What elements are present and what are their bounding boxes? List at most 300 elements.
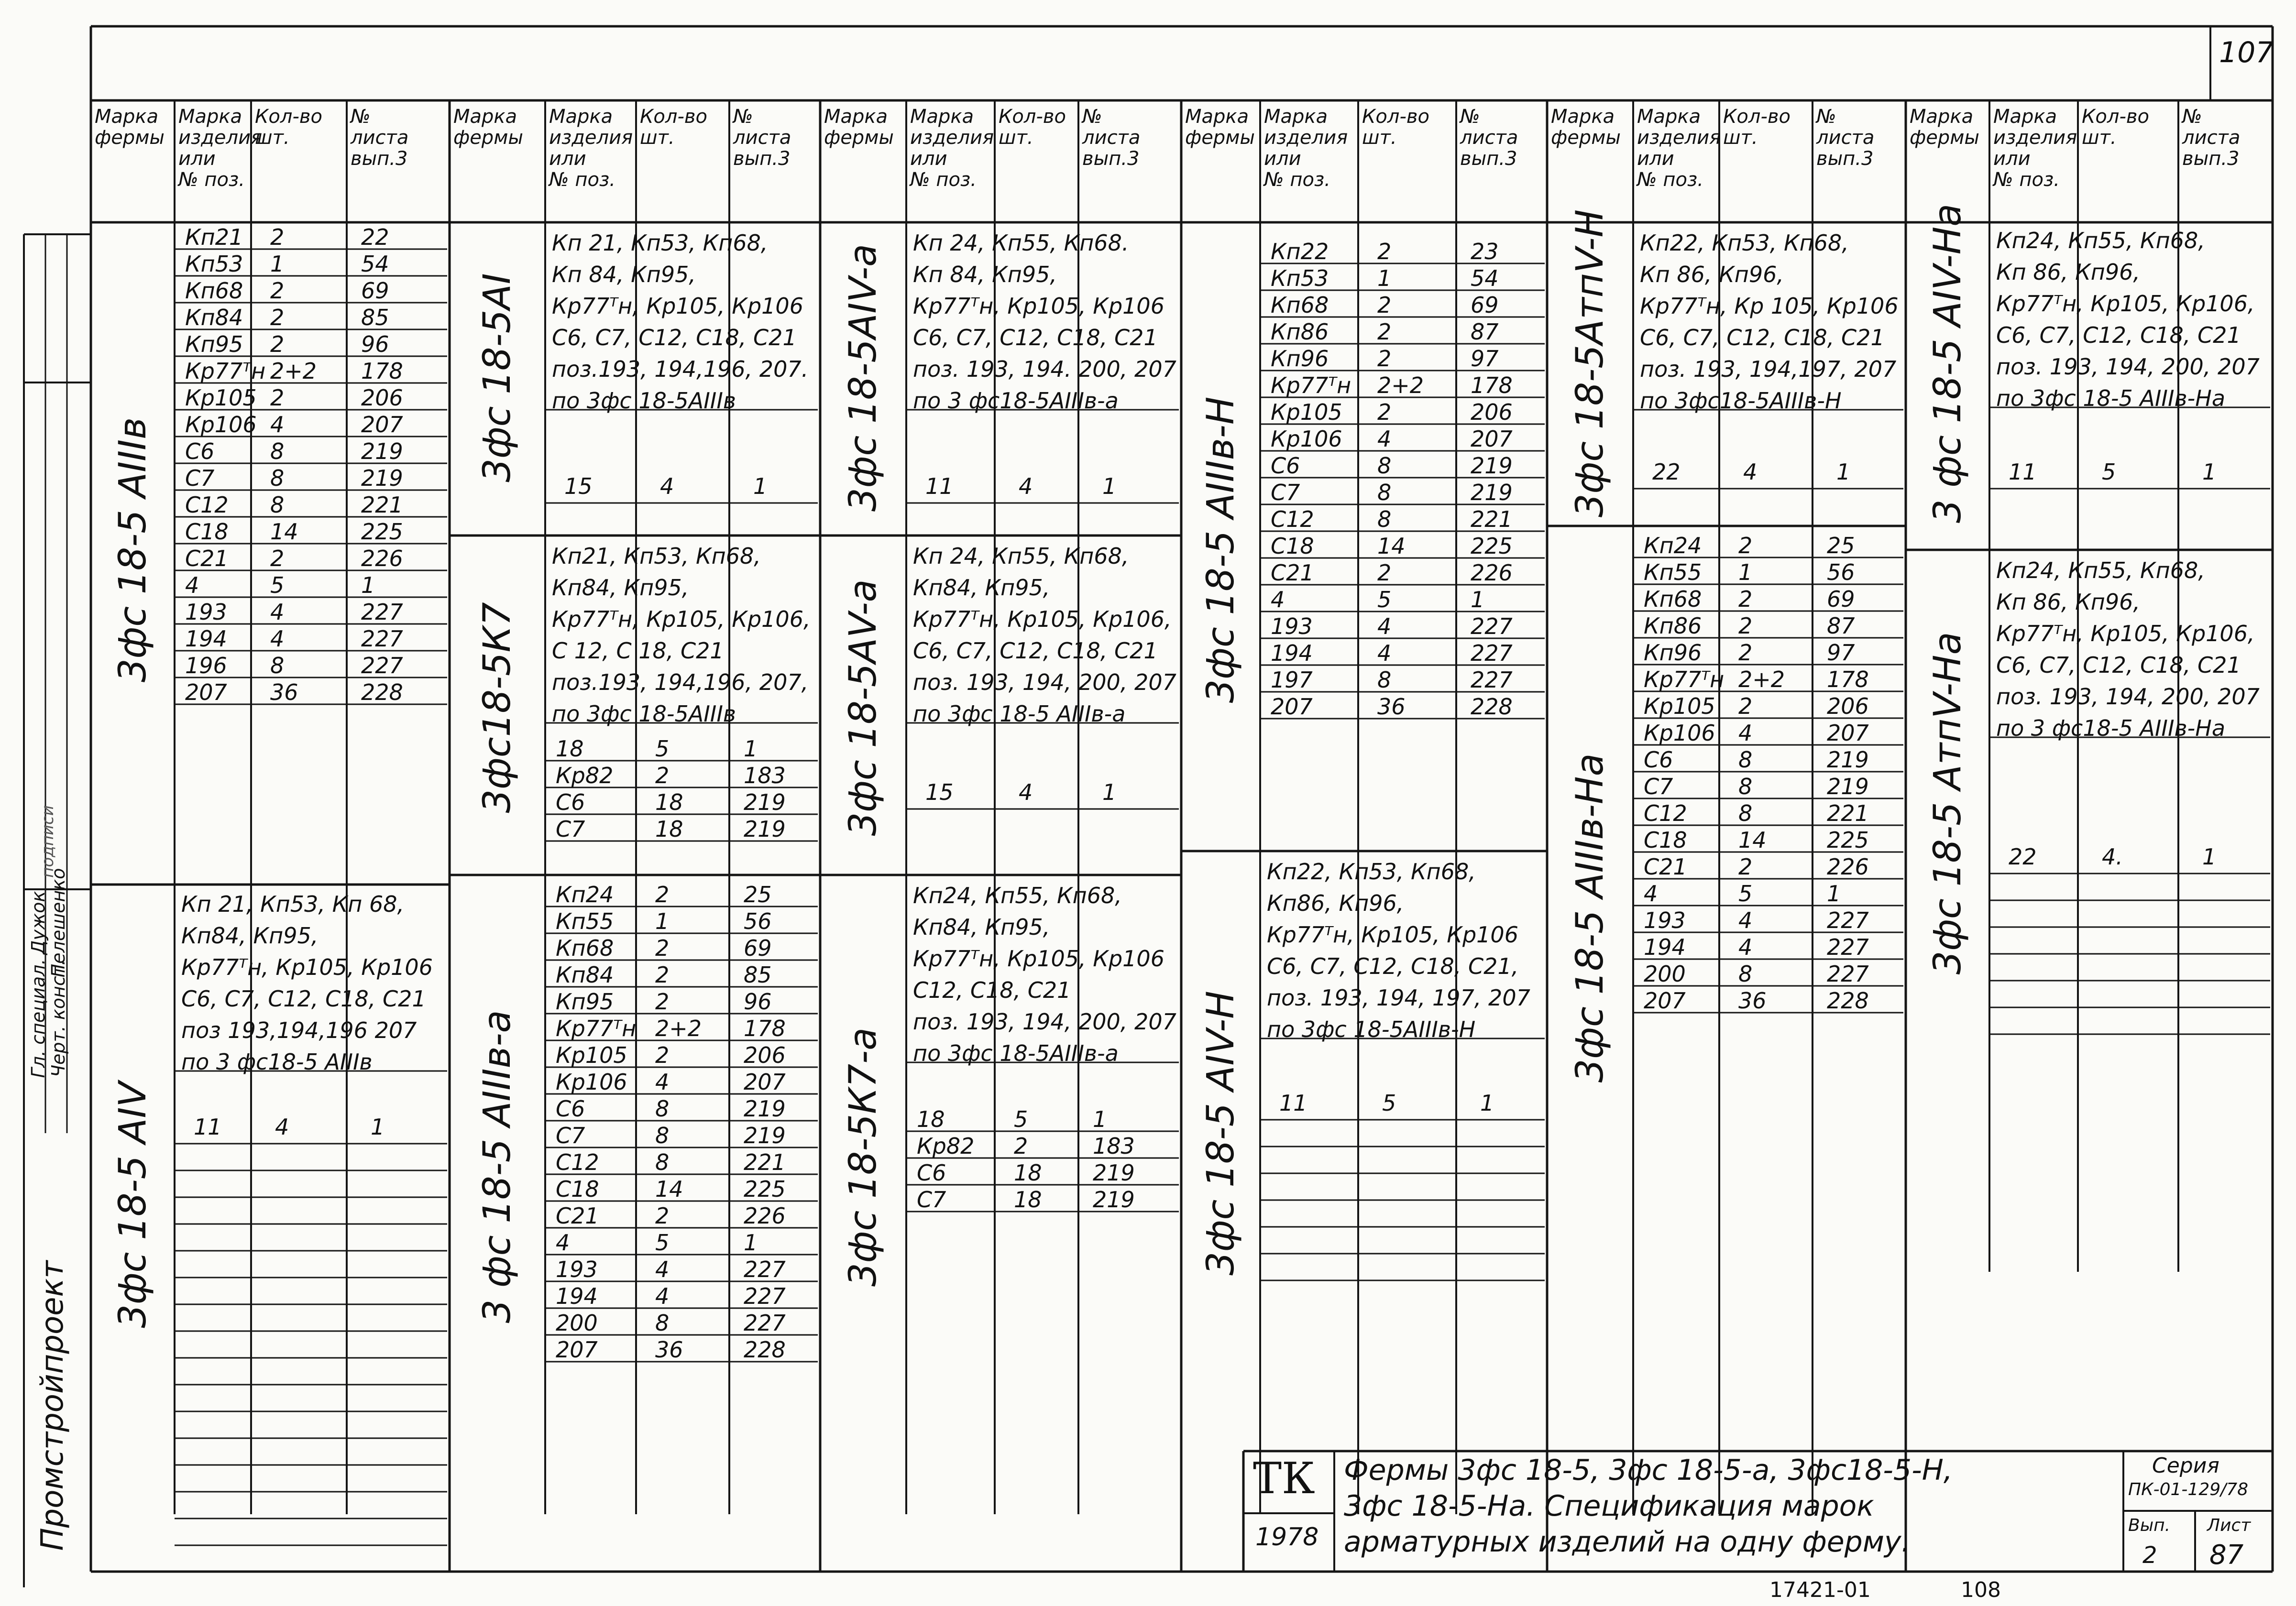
header-item_mark-line: Марка bbox=[1264, 106, 1328, 128]
sheet-cell: 219 bbox=[1827, 774, 1869, 799]
spec-note-line: Кр77ᵀн, Кр 105, Кр106 bbox=[1640, 293, 1899, 319]
spec-note bbox=[913, 227, 1176, 416]
header-item_mark-line: или bbox=[178, 148, 216, 170]
sheet-cell: 206 bbox=[1827, 693, 1869, 719]
header-farm_mark-line: фермы bbox=[1185, 127, 1255, 149]
spec-note-line: по 3 фс18-5 АIIIв-На bbox=[1996, 715, 2226, 741]
item-mark-cell: Кр82 bbox=[917, 1133, 975, 1159]
item-mark-cell: С7 bbox=[185, 465, 215, 491]
sheet-cell: 219 bbox=[1471, 453, 1513, 479]
item-mark-cell: Кп55 bbox=[1644, 559, 1702, 585]
continuation-page: 108 bbox=[1961, 1578, 2001, 1602]
header-qty bbox=[2082, 106, 2149, 148]
item-mark-cell: Кп53 bbox=[1271, 265, 1329, 291]
spec-note-line: поз.193, 194,196, 207, bbox=[552, 669, 809, 695]
item-mark-cell: С21 bbox=[1644, 854, 1687, 880]
qty-cell: 2+2 bbox=[655, 1016, 702, 1041]
item-mark-cell: 193 bbox=[1271, 613, 1313, 639]
qty-cell: 2 bbox=[655, 882, 670, 907]
header-sheet_no bbox=[733, 106, 791, 169]
spec-note-line: С6, С7, С12, С18, С21 bbox=[181, 986, 426, 1012]
sheet-cell: 219 bbox=[744, 1123, 786, 1148]
header-qty-line: Кол-во bbox=[255, 106, 322, 128]
sheet-cell: 227 bbox=[1827, 934, 1869, 960]
series-label: Серия bbox=[2152, 1453, 2219, 1478]
spec-note-line: С12, С18, С21 bbox=[913, 977, 1071, 1003]
header-qty-line: Кол-во bbox=[1362, 106, 1429, 128]
spec-note-line: Кп24, Кп55, Кп68, bbox=[1996, 557, 2205, 583]
qty-cell: 18 bbox=[1014, 1187, 1042, 1213]
sheet-cell: 228 bbox=[361, 679, 403, 705]
item-mark-cell: С18 bbox=[1271, 533, 1314, 559]
farm-mark-label: 3фс 18-5 АIV-Н bbox=[1199, 991, 1242, 1276]
farm-mark-label: 3фс 18-5 АIIIв-Н bbox=[1199, 396, 1242, 703]
item-mark-cell: Кр105 bbox=[1271, 399, 1342, 425]
summary-mark: 15 bbox=[564, 473, 593, 499]
item-mark-cell: С7 bbox=[556, 1123, 585, 1148]
qty-cell: 1 bbox=[655, 908, 670, 934]
qty-cell: 8 bbox=[1738, 961, 1753, 987]
spec-note-line: поз 193,194,196 207 bbox=[181, 1017, 417, 1043]
header-item_mark-line: Марка bbox=[1637, 106, 1701, 128]
spec-note bbox=[1640, 227, 1899, 416]
org-mark: ТК bbox=[1253, 1453, 1315, 1504]
spec-note-line: Кп24, Кп55, Кп68, bbox=[1996, 228, 2205, 253]
header-item_mark-line: изделия bbox=[1993, 127, 2077, 149]
qty-cell: 14 bbox=[270, 519, 298, 545]
header-sheet_no-line: листа bbox=[1460, 127, 1518, 149]
item-mark-cell: Кп68 bbox=[185, 278, 243, 304]
summary-sheet: 1 bbox=[1102, 779, 1117, 805]
item-mark-cell: С18 bbox=[185, 519, 229, 545]
farm-mark-label: 3фс 18-5К7-а bbox=[842, 1027, 885, 1287]
spec-note-line: поз. 193, 194, 197, 207 bbox=[1267, 985, 1530, 1011]
item-mark-cell: С18 bbox=[556, 1176, 599, 1202]
summary-sheet: 1 bbox=[371, 1114, 385, 1140]
qty-cell: 4 bbox=[1377, 426, 1392, 452]
qty-cell: 8 bbox=[655, 1096, 670, 1122]
qty-cell: 1 bbox=[270, 251, 285, 277]
item-mark-cell: С21 bbox=[1271, 560, 1314, 586]
year: 1978 bbox=[1255, 1523, 1319, 1551]
header-farm_mark-line: фермы bbox=[453, 127, 523, 149]
header-sheet_no bbox=[2182, 106, 2240, 169]
spec-note-line: С6, С7, С12, С18, С21 bbox=[1996, 652, 2241, 678]
qty-cell: 4 bbox=[270, 626, 285, 652]
spec-note-line: Кп24, Кп55, Кп68, bbox=[913, 883, 1122, 908]
sheet-cell: 227 bbox=[361, 626, 403, 652]
item-mark-cell: 18 bbox=[556, 736, 584, 762]
spec-note-line: Кп21, Кп53, Кп68, bbox=[552, 543, 761, 569]
header-farm_mark-line: Марка bbox=[1910, 106, 1974, 128]
qty-cell: 8 bbox=[655, 1310, 670, 1336]
sheet-cell: 56 bbox=[744, 908, 772, 934]
item-mark-cell: С12 bbox=[1644, 800, 1687, 826]
header-sheet_no bbox=[1082, 106, 1140, 169]
item-mark-cell: Кп68 bbox=[1644, 586, 1702, 612]
qty-cell: 36 bbox=[270, 679, 298, 705]
item-mark-cell: Кр82 bbox=[556, 763, 614, 788]
item-mark-cell: С12 bbox=[1271, 506, 1314, 532]
sheet-cell: 1 bbox=[744, 736, 758, 762]
summary-sheet: 1 bbox=[753, 473, 768, 499]
spec-note-line: Кп 86, Кп96, bbox=[1640, 262, 1784, 287]
sheet-cell: 226 bbox=[744, 1203, 786, 1229]
summary-mark: 11 bbox=[2009, 459, 2037, 485]
item-mark-cell: Кр106 bbox=[1271, 426, 1342, 452]
spec-note-line: поз. 193, 194, 200, 207 bbox=[1996, 354, 2260, 380]
header-item_mark-line: изделия bbox=[1637, 127, 1721, 149]
name-peleshenko: Пелешенко bbox=[48, 868, 69, 978]
qty-cell: 2 bbox=[1738, 586, 1753, 612]
sheet-cell: 85 bbox=[361, 305, 389, 330]
spec-note-line: Кр77ᵀн, Кр105, Кр106 bbox=[181, 954, 433, 980]
header-sheet_no-line: № bbox=[2182, 106, 2202, 128]
sheet-cell: 219 bbox=[744, 1096, 786, 1122]
sheet-cell: 97 bbox=[1471, 346, 1499, 371]
qty-cell: 2 bbox=[1377, 346, 1392, 371]
spec-note-line: Кп 21, Кп53, Кп68, bbox=[552, 230, 768, 256]
sheet-cell: 227 bbox=[744, 1310, 786, 1336]
sheet-cell: 1 bbox=[361, 572, 375, 598]
summary-qty: 4 bbox=[1743, 459, 1758, 485]
spec-note-line: по 3 фс18-5АIIIв-а bbox=[913, 388, 1119, 414]
qty-cell: 2+2 bbox=[1377, 372, 1424, 398]
item-mark-cell: Кп24 bbox=[1644, 533, 1702, 558]
header-qty-line: шт. bbox=[1723, 127, 1758, 149]
summary-qty: 4. bbox=[2102, 844, 2123, 870]
summary-mark: 15 bbox=[925, 779, 954, 805]
item-mark-cell: 194 bbox=[1644, 934, 1686, 960]
spec-note-line: по 3фс 18-5АIIIв bbox=[552, 388, 736, 414]
summary-sheet: 1 bbox=[1102, 473, 1117, 499]
sheet-cell: 178 bbox=[361, 358, 403, 384]
sheet-cell: 1 bbox=[1093, 1106, 1107, 1132]
sheet-cell: 227 bbox=[744, 1256, 786, 1282]
header-item_mark bbox=[1993, 106, 2077, 190]
sheet-cell: 225 bbox=[361, 519, 403, 545]
sheet-cell: 178 bbox=[1827, 666, 1869, 692]
qty-cell: 2+2 bbox=[1738, 666, 1785, 692]
item-mark-cell: Кр77ᵀн bbox=[556, 1016, 637, 1041]
farm-mark-label: 3фс 18-5 АIV bbox=[111, 1082, 154, 1328]
qty-cell: 8 bbox=[1738, 774, 1753, 799]
item-mark-cell: С6 bbox=[917, 1160, 946, 1186]
qty-cell: 5 bbox=[1738, 881, 1753, 907]
sheet-cell: 221 bbox=[1471, 506, 1513, 532]
header-qty-line: шт. bbox=[255, 127, 290, 149]
farm-mark-label: 3 фс 18-5 АIIIв-а bbox=[476, 1010, 519, 1323]
header-item_mark bbox=[1264, 106, 1348, 190]
header-qty-line: шт. bbox=[1362, 127, 1397, 149]
spec-note-line: С6, С7, С12, С18, С21 bbox=[913, 638, 1158, 664]
header-qty-line: Кол-во bbox=[999, 106, 1066, 128]
header-qty-line: Кол-во bbox=[2082, 106, 2149, 128]
qty-cell: 2 bbox=[270, 224, 285, 250]
item-mark-cell: Кп84 bbox=[185, 305, 243, 330]
header-farm_mark-line: Марка bbox=[824, 106, 888, 128]
qty-cell: 8 bbox=[655, 1149, 670, 1175]
sheet-cell: 23 bbox=[1471, 239, 1499, 264]
header-farm_mark-line: Марка bbox=[1185, 106, 1249, 128]
header-sheet_no-line: листа bbox=[351, 127, 409, 149]
item-mark-cell: С12 bbox=[185, 492, 229, 518]
header-item_mark bbox=[910, 106, 994, 190]
spec-note-line: Кп84, Кп95, bbox=[913, 914, 1050, 940]
spec-note-line: С 12, С 18, С21 bbox=[552, 638, 724, 664]
spec-note bbox=[1996, 555, 2260, 744]
qty-cell: 2 bbox=[655, 763, 670, 788]
spec-note-line: поз. 193, 194. 200, 207 bbox=[913, 356, 1176, 382]
qty-cell: 4 bbox=[655, 1256, 670, 1282]
spec-note-line: Кр77ᵀн, Кр105, Кр106 bbox=[1267, 922, 1518, 948]
qty-cell: 4 bbox=[1377, 640, 1392, 666]
sheet-cell: 69 bbox=[1471, 292, 1499, 318]
title-line-2: 3фс 18-5-На. Спецификация марок bbox=[1344, 1489, 1874, 1523]
sheet-cell: 226 bbox=[1827, 854, 1869, 880]
header-sheet_no-line: вып.3 bbox=[351, 148, 408, 170]
header-farm_mark-line: Марка bbox=[1551, 106, 1615, 128]
spec-note-line: Кп22, Кп53, Кп68, bbox=[1640, 230, 1849, 256]
summary-qty: 4 bbox=[1019, 779, 1033, 805]
qty-cell: 14 bbox=[1377, 533, 1406, 559]
spec-note-line: Кп22, Кп53, Кп68, bbox=[1267, 859, 1476, 885]
summary-sheet: 1 bbox=[1836, 459, 1851, 485]
header-item_mark bbox=[178, 106, 262, 190]
spec-note bbox=[552, 540, 811, 730]
qty-cell: 2 bbox=[655, 962, 670, 988]
page-number: 107 bbox=[2219, 36, 2274, 69]
header-farm_mark bbox=[453, 106, 523, 148]
sheet-cell: 219 bbox=[744, 789, 786, 815]
qty-cell: 4 bbox=[270, 412, 285, 437]
qty-cell: 2 bbox=[1738, 693, 1753, 719]
sheet-cell: 206 bbox=[744, 1042, 786, 1068]
item-mark-cell: 194 bbox=[1271, 640, 1313, 666]
item-mark-cell: 197 bbox=[1271, 667, 1313, 693]
sheet-cell: 227 bbox=[1471, 640, 1513, 666]
item-mark-cell: Кп68 bbox=[1271, 292, 1329, 318]
sheet-cell: 207 bbox=[1471, 426, 1513, 452]
spec-note-line: С6, С7, С12, С18, С21 bbox=[1996, 322, 2241, 348]
header-item_mark-line: или bbox=[549, 148, 586, 170]
sheet-cell: 225 bbox=[1827, 827, 1869, 853]
spec-note-line: по 3фс 18-5 АIIIв-а bbox=[913, 701, 1126, 727]
spec-note-line: Кр77ᵀн, Кр105, Кр106 bbox=[913, 293, 1164, 319]
spec-note bbox=[1267, 856, 1530, 1045]
qty-cell: 2 bbox=[270, 331, 285, 357]
spec-note-line: по 3фс 18-5АIIIв-Н bbox=[1267, 1016, 1476, 1042]
sheet-cell: 219 bbox=[1093, 1187, 1135, 1213]
sheet-cell: 22 bbox=[361, 224, 389, 250]
item-mark-cell: 4 bbox=[185, 572, 199, 598]
header-farm_mark-line: Марка bbox=[95, 106, 159, 128]
item-mark-cell: С6 bbox=[185, 438, 215, 464]
spec-note-line: поз. 193, 194, 200, 207 bbox=[913, 669, 1176, 695]
item-mark-cell: Кп22 bbox=[1271, 239, 1329, 264]
header-item_mark-line: или bbox=[910, 148, 947, 170]
sheet-cell: 54 bbox=[1471, 265, 1499, 291]
qty-cell: 8 bbox=[1738, 747, 1753, 773]
item-mark-cell: 193 bbox=[556, 1256, 598, 1282]
summary-qty: 4 bbox=[660, 473, 674, 499]
qty-cell: 2 bbox=[1738, 854, 1753, 880]
qty-cell: 18 bbox=[655, 789, 683, 815]
header-item_mark-line: изделия bbox=[549, 127, 633, 149]
sheet-cell: 206 bbox=[1471, 399, 1513, 425]
sheet-cell: 96 bbox=[361, 331, 389, 357]
header-sheet_no-line: вып.3 bbox=[1082, 148, 1140, 170]
qty-cell: 2 bbox=[1738, 640, 1753, 666]
qty-cell: 2 bbox=[655, 1042, 670, 1068]
header-item_mark-line: № поз. bbox=[549, 169, 615, 191]
item-mark-cell: 4 bbox=[1271, 587, 1285, 612]
qty-cell: 4 bbox=[655, 1069, 670, 1095]
role-drafter: Черт. конст. bbox=[48, 960, 69, 1077]
item-mark-cell: Кр106 bbox=[556, 1069, 627, 1095]
sheet-cell: 228 bbox=[1471, 694, 1513, 720]
qty-cell: 36 bbox=[1377, 694, 1406, 720]
header-sheet_no-line: листа bbox=[2182, 127, 2241, 149]
item-mark-cell: 193 bbox=[185, 599, 227, 625]
sheet-cell: 227 bbox=[744, 1283, 786, 1309]
spec-note bbox=[552, 227, 808, 416]
header-qty-line: шт. bbox=[640, 127, 675, 149]
sheet-cell: 226 bbox=[1471, 560, 1513, 586]
header-farm_mark-line: фермы bbox=[1910, 127, 1979, 149]
header-item_mark-line: или bbox=[1264, 148, 1301, 170]
spec-note-line: Кп 86, Кп96, bbox=[1996, 589, 2141, 615]
header-sheet_no-line: листа bbox=[733, 127, 791, 149]
item-mark-cell: 207 bbox=[1644, 988, 1686, 1014]
header-qty-line: шт. bbox=[999, 127, 1033, 149]
item-mark-cell: Кп21 bbox=[185, 224, 243, 250]
item-mark-cell: С7 bbox=[1271, 480, 1300, 505]
qty-cell: 2+2 bbox=[270, 358, 317, 384]
header-farm_mark-line: фермы bbox=[1551, 127, 1621, 149]
sheet-cell: 69 bbox=[361, 278, 389, 304]
qty-cell: 8 bbox=[1377, 453, 1392, 479]
summary-sheet: 1 bbox=[2202, 844, 2217, 870]
qty-cell: 2 bbox=[1377, 292, 1392, 318]
spec-note-line: Кп84, Кп95, bbox=[181, 923, 319, 949]
summary-qty: 5 bbox=[1382, 1090, 1396, 1116]
header-item_mark-line: изделия bbox=[178, 127, 263, 149]
item-mark-cell: Кр106 bbox=[185, 412, 257, 437]
sheet-cell: 228 bbox=[1827, 988, 1869, 1014]
header-sheet_no-line: вып.3 bbox=[1816, 148, 1874, 170]
sheet-cell: 56 bbox=[1827, 559, 1855, 585]
item-mark-cell: Кп68 bbox=[556, 935, 614, 961]
spec-note-line: С6, С7, С12, С18, С21 bbox=[552, 325, 797, 350]
sheet-cell: 221 bbox=[361, 492, 403, 518]
spec-note-line: по 3фс 18-5АIIIв-а bbox=[913, 1040, 1119, 1066]
item-mark-cell: С7 bbox=[556, 816, 585, 842]
qty-cell: 1 bbox=[1738, 559, 1753, 585]
qty-cell: 2 bbox=[655, 935, 670, 961]
header-item_mark bbox=[549, 106, 633, 190]
sheet-cell: 69 bbox=[744, 935, 772, 961]
sheet-cell: 227 bbox=[1827, 961, 1869, 987]
header-sheet_no-line: № bbox=[1816, 106, 1836, 128]
header-sheet_no-line: вып.3 bbox=[1460, 148, 1517, 170]
qty-cell: 2 bbox=[270, 546, 285, 571]
item-mark-cell: С7 bbox=[917, 1187, 946, 1213]
summary-mark: 11 bbox=[194, 1114, 222, 1140]
spec-note-line: Кп 24, Кп55, Кп68. bbox=[913, 230, 1129, 256]
sheet-cell: 85 bbox=[744, 962, 772, 988]
qty-cell: 5 bbox=[655, 736, 670, 762]
item-mark-cell: 4 bbox=[1644, 881, 1658, 907]
spec-note-line: Кп86, Кп96, bbox=[1267, 890, 1404, 916]
sheet-cell: 25 bbox=[744, 882, 772, 907]
farm-mark-label: 3фс 18-5 АIIIв-На bbox=[1569, 753, 1612, 1083]
qty-cell: 2 bbox=[1738, 613, 1753, 639]
role-chief: Гл. специал. bbox=[28, 959, 49, 1078]
summary-mark: 22 bbox=[2009, 844, 2037, 870]
header-sheet_no bbox=[1816, 106, 1874, 169]
qty-cell: 36 bbox=[1738, 988, 1767, 1014]
sheet-cell: 69 bbox=[1827, 586, 1855, 612]
spec-note-line: С6, С7, С12, С18, С21 bbox=[1640, 325, 1885, 350]
spec-note-line: по 3 фс18-5 АIIIв bbox=[181, 1049, 373, 1075]
item-mark-cell: 207 bbox=[556, 1337, 598, 1363]
inventory-number: 17421-01 bbox=[1769, 1578, 1871, 1602]
spec-note-line: по 3фс 18-5 АIIIв-На bbox=[1996, 385, 2226, 411]
sheet-cell: 207 bbox=[744, 1069, 786, 1095]
sheet-cell: 219 bbox=[1827, 747, 1869, 773]
sheet-cell: 178 bbox=[1471, 372, 1513, 398]
qty-cell: 2 bbox=[1377, 319, 1392, 345]
sheet-cell: 219 bbox=[1093, 1160, 1135, 1186]
name-dujok: Дужок bbox=[28, 891, 49, 955]
item-mark-cell: 4 bbox=[556, 1230, 570, 1256]
spec-note-line: Кр77ᵀн, Кр105, Кр106, bbox=[1996, 621, 2255, 646]
item-mark-cell: Кп96 bbox=[1271, 346, 1329, 371]
item-mark-cell: С12 bbox=[556, 1149, 599, 1175]
item-mark-cell: Кр106 bbox=[1644, 720, 1715, 746]
sheet-cell: 97 bbox=[1827, 640, 1855, 666]
sheet-cell: 183 bbox=[744, 763, 786, 788]
item-mark-cell: Кп53 bbox=[185, 251, 243, 277]
spec-note-line: Кп 84, Кп95, bbox=[913, 262, 1057, 287]
sheet-cell: 225 bbox=[744, 1176, 786, 1202]
qty-cell: 4 bbox=[1377, 613, 1392, 639]
spec-note-line: поз.193, 194,196, 207. bbox=[552, 356, 809, 382]
spec-note-line: Кр77ᵀн, Кр105, Кр106 bbox=[913, 946, 1164, 972]
summary-sheet: 1 bbox=[1480, 1090, 1494, 1116]
header-item_mark-line: Марка bbox=[549, 106, 613, 128]
qty-cell: 4 bbox=[655, 1283, 670, 1309]
header-farm_mark bbox=[95, 106, 165, 148]
header-qty bbox=[999, 106, 1066, 148]
spec-note-line: Кп84, Кп95, bbox=[552, 575, 689, 601]
sheet-cell: 206 bbox=[361, 385, 403, 411]
qty-cell: 1 bbox=[1377, 265, 1392, 291]
header-item_mark-line: № поз. bbox=[910, 169, 977, 191]
sheet-cell: 207 bbox=[361, 412, 403, 437]
item-mark-cell: Кр105 bbox=[1644, 693, 1715, 719]
sheet-cell: 1 bbox=[744, 1230, 758, 1256]
item-mark-cell: 200 bbox=[556, 1310, 598, 1336]
header-item_mark bbox=[1637, 106, 1721, 190]
farm-mark-label: 3фс 18-5АтпV-Н bbox=[1569, 209, 1612, 518]
spec-note bbox=[913, 540, 1176, 730]
sheet-cell: 227 bbox=[1471, 613, 1513, 639]
qty-cell: 8 bbox=[1377, 480, 1392, 505]
item-mark-cell: С6 bbox=[556, 789, 585, 815]
item-mark-cell: Кп95 bbox=[185, 331, 243, 357]
